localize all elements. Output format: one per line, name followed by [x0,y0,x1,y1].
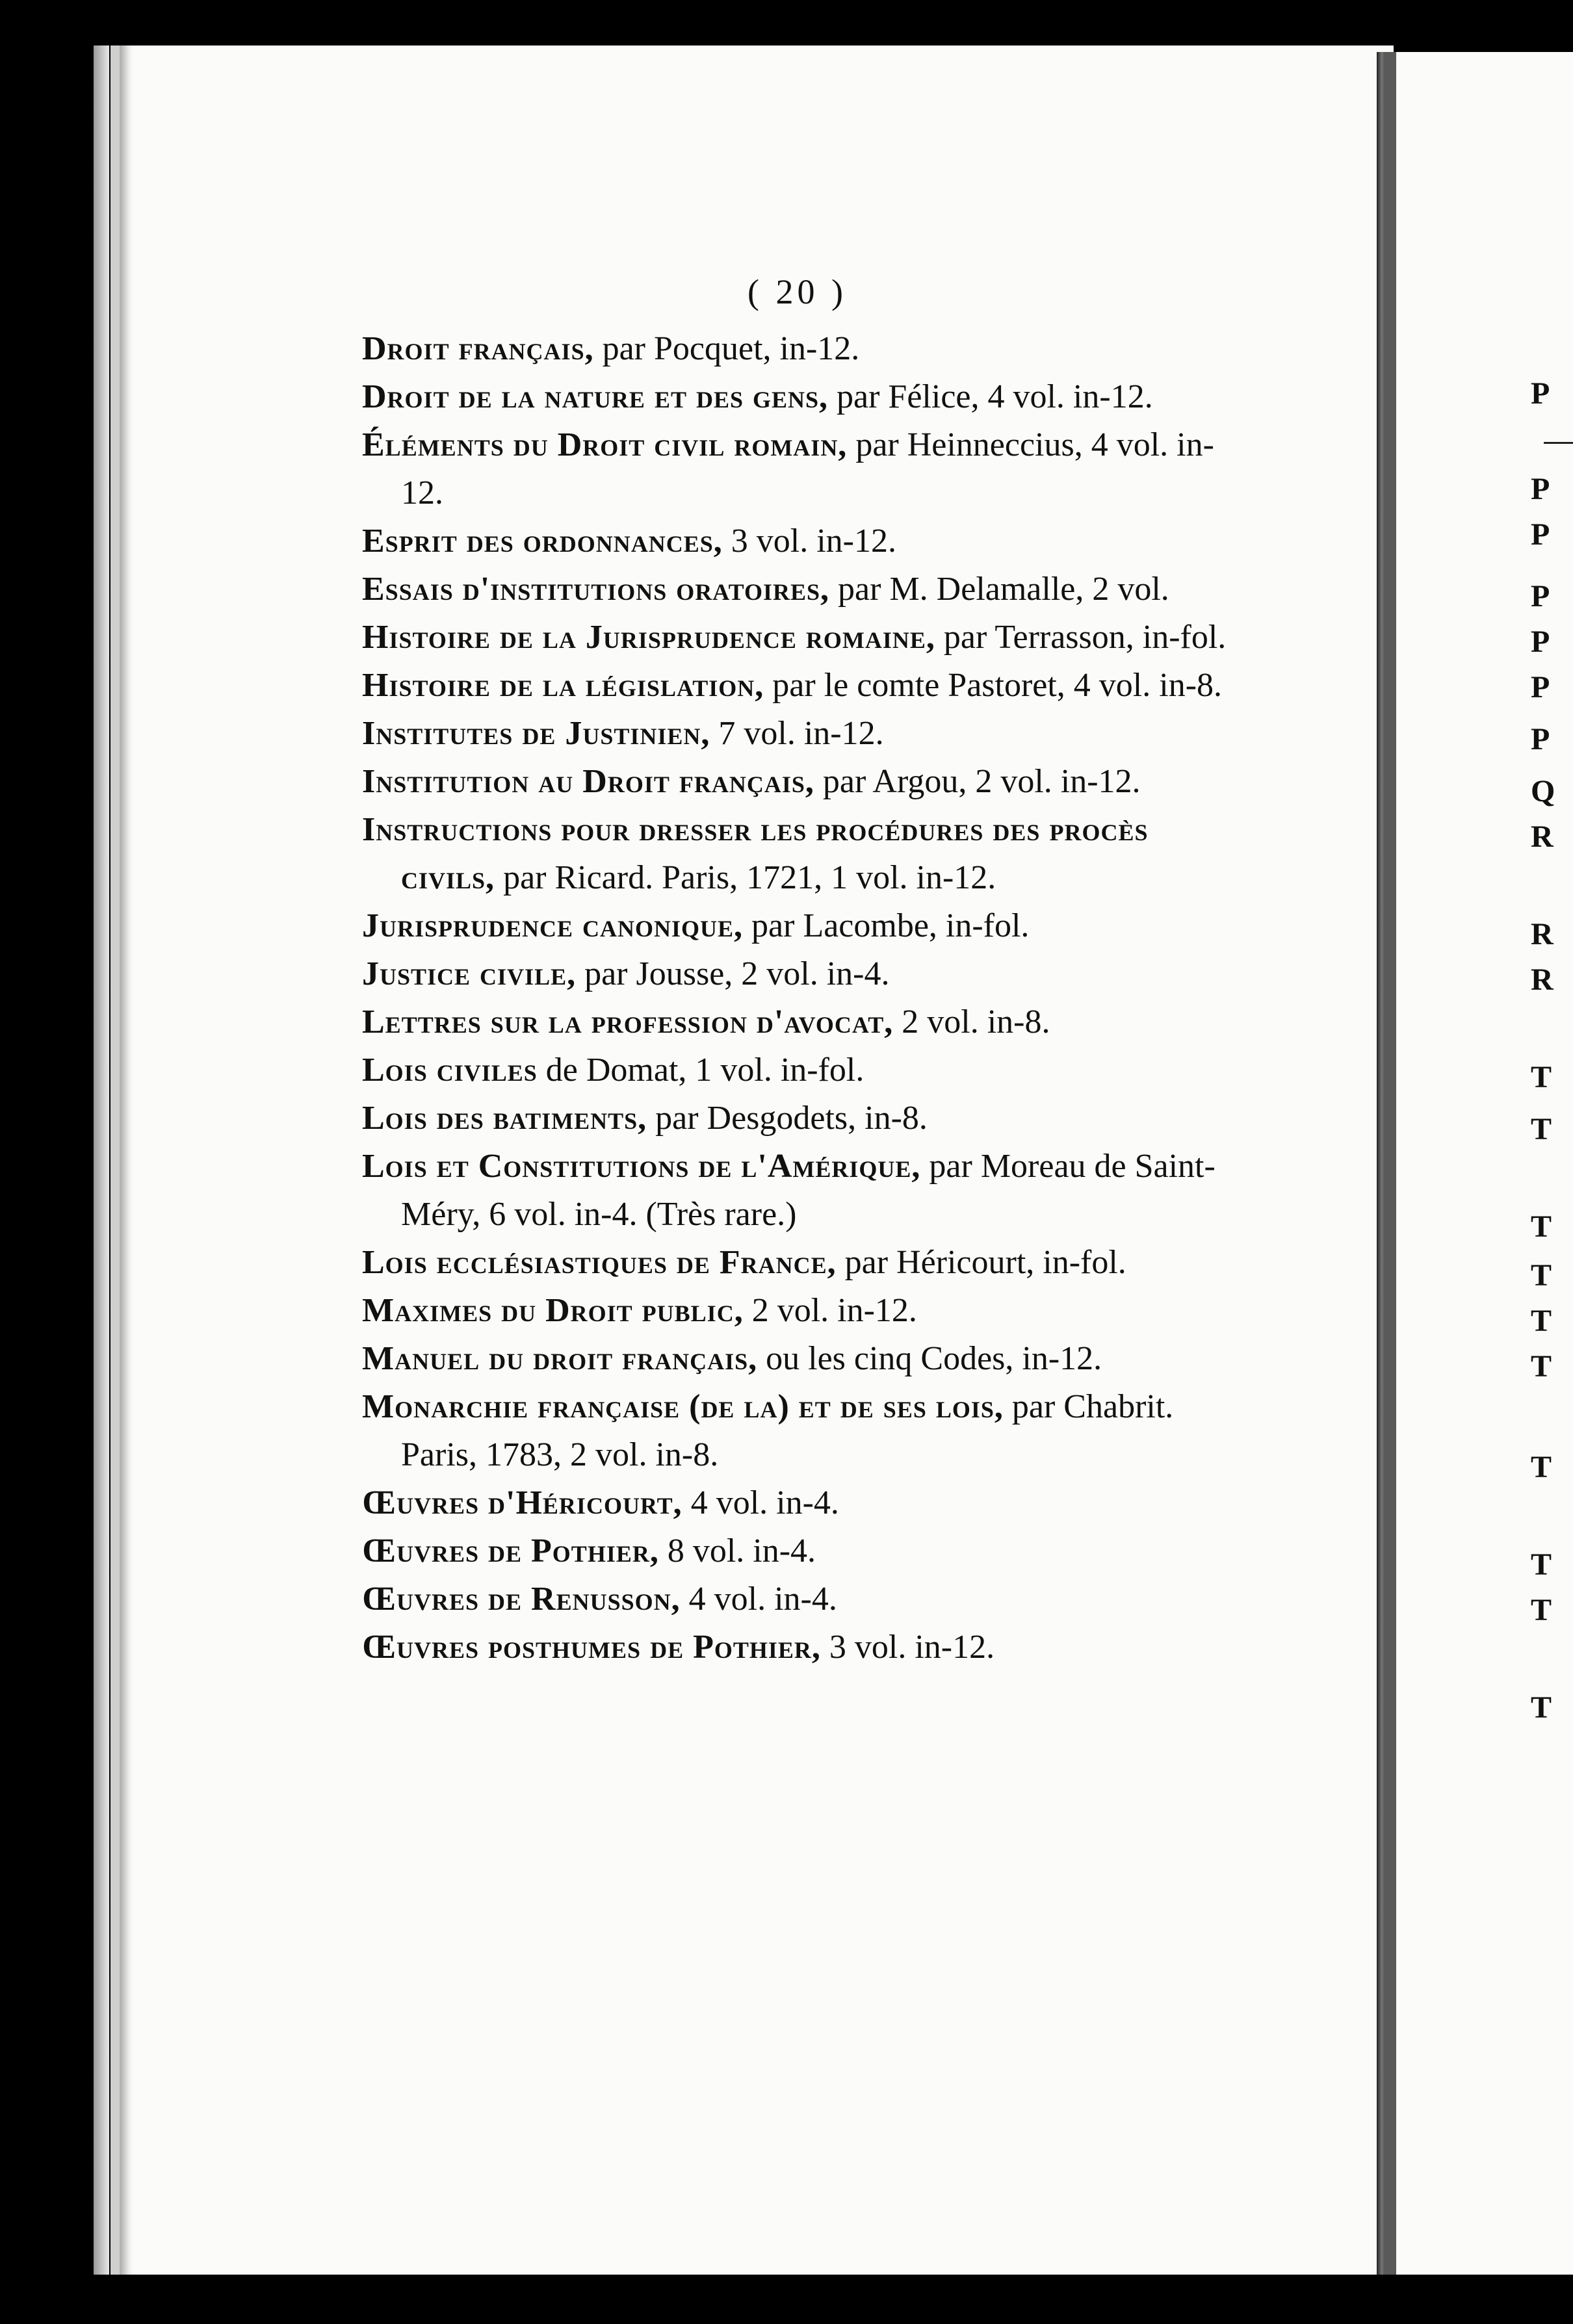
catalog-entry [362,1479,1246,1527]
right-page-letter: T [1531,1209,1552,1244]
entry-title: Œuvres de Pothier, [362,1532,659,1569]
right-page-letter: T [1531,1304,1552,1338]
entry-details: par Ricard. Paris, 1721, 1 vol. in-12. [495,859,996,896]
right-page-letter: T [1531,1349,1552,1384]
catalog-entry [362,1335,1246,1383]
catalog-entry [362,1383,1246,1479]
entry-title: Droit français, [362,330,594,367]
right-page-letter: P [1531,472,1550,506]
entry-details: ou les cinq Codes, in-12. [757,1340,1102,1377]
entry-details: 8 vol. in-4. [658,1532,816,1569]
entry-details: par Desgodets, in-8. [647,1100,928,1137]
entry-details: 2 vol. in-12. [743,1292,917,1329]
right-page-letter: P [1531,625,1550,659]
right-page-letter: T [1531,1593,1552,1627]
catalog-entry [362,710,1246,758]
right-page-letter: P [1531,722,1550,756]
right-page-letter: P [1531,376,1550,411]
entry-details: par Jousse, 2 vol. in-4. [576,955,890,992]
catalog-entry [362,1623,1246,1672]
entry-details: par Heinneccius, 4 vol. in-12. [401,426,1214,511]
right-page-letter: R [1531,962,1554,997]
right-page-letter: P [1531,670,1550,704]
entry-title: Lois civiles [362,1052,538,1089]
catalog-entry [362,1527,1246,1575]
entry-details: 3 vol. in-12. [722,523,896,560]
right-page-letter: T [1531,1547,1552,1582]
catalog-entry [362,1287,1246,1335]
entry-details: par Héricourt, in-fol. [836,1244,1126,1281]
entry-details: 4 vol. in-4. [682,1484,839,1521]
entry-title: Institutes de Justinien, [362,715,710,752]
catalog-entry [362,662,1246,710]
catalog-entry [362,1094,1246,1143]
right-page-letter-column [1531,0,1570,2324]
entry-title: Justice civile, [362,955,577,992]
entry-details: par Pocquet, in-12. [593,330,860,367]
entry-title: Esprit des ordonnances, [362,523,723,560]
entry-title: Lois ecclésiastiques de France, [362,1244,837,1281]
entry-title: Lois et Constitutions de l'Amérique, [362,1148,921,1185]
right-page-letter: Q [1531,774,1555,808]
catalog-entry [362,1046,1246,1094]
catalog-entry [362,806,1246,902]
right-page-letter: T [1531,1258,1552,1293]
entry-title: Histoire de la législation, [362,667,764,704]
right-page-letter: T [1531,1690,1552,1725]
entry-details: par le comte Pastoret, 4 vol. in-8. [764,667,1223,704]
entry-title: Maximes du Droit public, [362,1292,744,1329]
entry-title: Histoire de la Jurisprudence romaine, [362,619,935,656]
right-page-letter: R [1531,917,1554,951]
entry-details: 4 vol. in-4. [680,1581,837,1618]
entry-title: Essais d'institutions oratoires, [362,571,830,608]
catalog-entry [362,565,1246,613]
catalog-entry [362,950,1246,998]
entry-details: par Moreau de Saint-Méry, 6 vol. in-4. (Très rare.) [401,1148,1216,1233]
catalog-entry [362,373,1246,421]
page-number: ( 20 ) [748,272,847,311]
entry-details: de Domat, 1 vol. in-fol. [537,1052,864,1089]
entry-title: Œuvres d'Héricourt, [362,1484,682,1521]
entry-title: Manuel du droit français, [362,1340,758,1377]
right-page-letter: R [1531,820,1554,854]
entry-title: Lois des batiments, [362,1100,647,1137]
entry-details: par Argou, 2 vol. in-12. [814,763,1141,800]
entry-details: par Lacombe, in-fol. [743,907,1030,944]
catalog-entry [362,1239,1246,1287]
entry-title: Monarchie française (de la) et de ses lois, [362,1388,1004,1425]
catalog-entry [362,902,1246,950]
right-page-letter: P [1531,579,1550,613]
entry-details: 7 vol. in-12. [710,715,884,752]
entry-title: Lettres sur la profession d'avocat, [362,1003,894,1040]
entry-title: Éléments du Droit civil romain, [362,426,848,463]
catalog-entry [362,758,1246,806]
catalog-entry [362,1575,1246,1623]
entry-details: par Chabrit. Paris, 1783, 2 vol. in-8. [401,1388,1174,1473]
entry-details: 2 vol. in-8. [893,1003,1050,1040]
right-page-letter: T [1531,1450,1552,1484]
catalog-entry [362,1143,1246,1239]
catalog-entry-list [362,325,1246,1672]
right-page-letter: P [1531,517,1550,552]
entry-title: Droit de la nature et des gens, [362,378,829,415]
catalog-entry [362,517,1246,565]
entry-title: Institution au Droit français, [362,763,814,800]
entry-details: par M. Delamalle, 2 vol. [829,571,1169,608]
catalog-entry [362,998,1246,1046]
entry-details: 3 vol. in-12. [820,1629,995,1666]
entry-details: par Félice, 4 vol. in-12. [828,378,1153,415]
entry-details: par Terrasson, in-fol. [935,619,1227,656]
entry-title: Jurisprudence canonique, [362,907,744,944]
catalog-entry [362,613,1246,662]
entry-title: Œuvres posthumes de Pothier, [362,1629,821,1666]
entry-title: Œuvres de Renusson, [362,1581,681,1618]
entry-title: Instructions pour dresser les procédures des procès civils, [362,811,1149,896]
right-page-letter: T [1531,1112,1552,1146]
catalog-entry [362,421,1246,517]
right-page-letter: T [1531,1060,1552,1094]
catalog-entry [362,325,1246,373]
